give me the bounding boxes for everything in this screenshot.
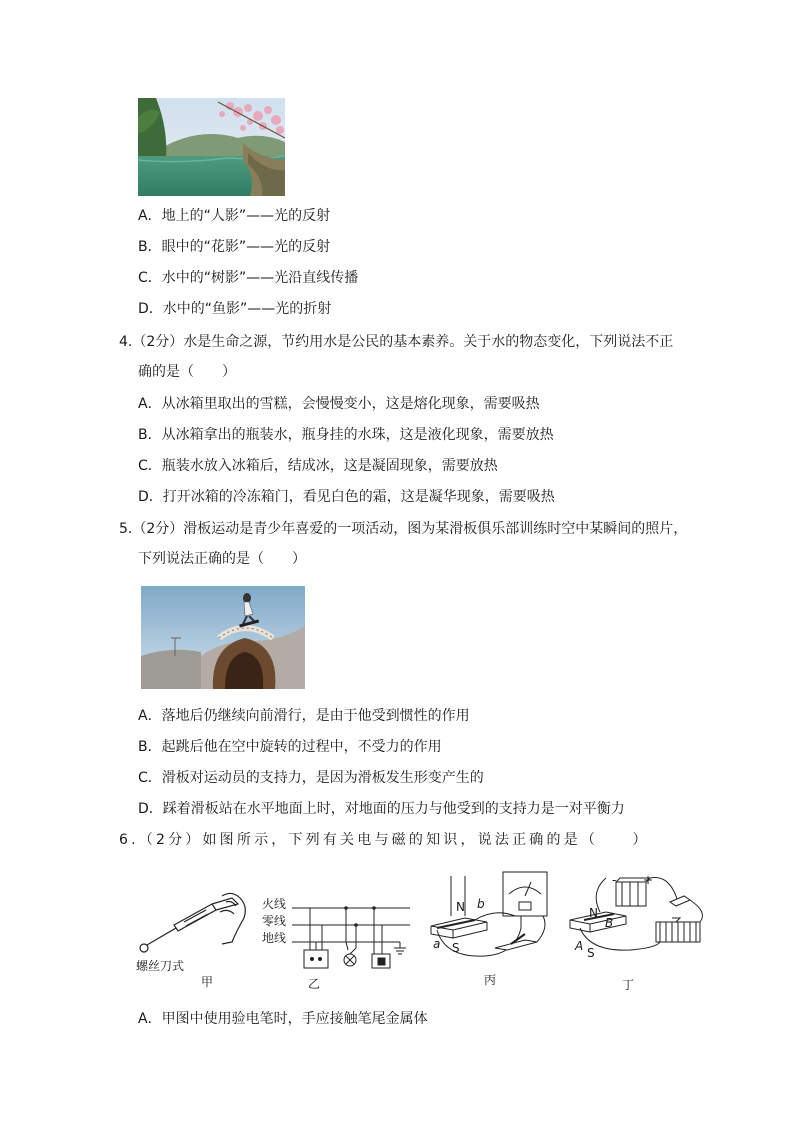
q3-option-a: A．地上的“人影”——光的反射: [138, 208, 331, 224]
q4-stem-line2: 确的是（ ）: [138, 364, 236, 380]
figure-bing-generator: [425, 868, 555, 964]
q4-option-c: C．瓶装水放入冰箱后，结成冰，这是凝固现象，需要放热: [138, 458, 498, 474]
q4-option-a: A．从冰箱里取出的雪糕，会慢慢变小，这是熔化现象，需要吸热: [138, 396, 540, 412]
figure-jia-caption: 螺丝刀式: [136, 959, 185, 973]
figure-ding-b: B: [605, 916, 614, 930]
q5-stem-line1: 5.（2分）滑板运动是青少年喜爱的一项活动，图为某滑板俱乐部训练时空中某瞬间的照片，: [119, 521, 688, 537]
wire-live-label: 火线: [262, 897, 287, 911]
q6-option-a: A．甲图中使用验电笔时，手应接触笔尾金属体: [138, 1011, 428, 1027]
figure-ding-plus: +: [643, 873, 654, 887]
q3-option-c: C．水中的“树影”——光沿直线传播: [138, 270, 359, 286]
figure-bing-label: 丙: [484, 973, 497, 987]
q3-option-d: D．水中的“鱼影”——光的折射: [138, 301, 332, 317]
figure-yi-wiring: [290, 898, 420, 980]
q5-option-a: A．落地后仍继续向前滑行，是由于他受到惯性的作用: [138, 708, 470, 724]
q3-option-b: B．眼中的“花影”——光的反射: [138, 239, 331, 255]
wire-neutral-label: 零线: [262, 914, 287, 928]
figure-ding-minus: -: [612, 873, 617, 887]
q6-stem: 6.（2分）如图所示，下列有关电与磁的知识，说法正确的是（ ）: [119, 832, 650, 848]
figure-jia-test-pen: [136, 892, 254, 956]
figure-jia-label: 甲: [201, 975, 214, 989]
wire-ground-label: 地线: [262, 931, 287, 945]
lake-photo: [138, 98, 285, 196]
q5-option-c: C．滑板对运动员的支持力，是因为滑板发生形变产生的: [138, 770, 484, 786]
q5-option-d: D．踩着滑板站在水平地面上时，对地面的压力与他受到的支持力是一对平衡力: [138, 801, 625, 817]
figure-bing-south: S: [452, 941, 460, 955]
q4-stem-line1: 4.（2分）水是生命之源，节约用水是公民的基本素养。关于水的物态变化，下列说法不正: [119, 334, 674, 350]
q4-option-d: D．打开冰箱的冷冻箱门，看见白色的霜，这是凝华现象，需要吸热: [138, 489, 555, 505]
q4-option-b: B．从冰箱拿出的瓶装水，瓶身挂的水珠，这是液化现象，需要放热: [138, 427, 554, 443]
figure-bing-north: N: [456, 900, 465, 914]
figure-ding-north: N: [589, 906, 598, 920]
figure-yi-label: 乙: [308, 977, 321, 991]
figure-bing-a: a: [433, 937, 441, 951]
q5-option-b: B．起跳后他在空中旋转的过程中，不受力的作用: [138, 739, 442, 755]
figure-ding-label: 丁: [622, 978, 635, 992]
figure-ding-a: A: [575, 939, 584, 953]
figure-ding-south: S: [587, 946, 595, 960]
skateboard-photo: [141, 586, 305, 689]
figure-bing-b: b: [477, 897, 485, 911]
q5-stem-line2: 下列说法正确的是（ ）: [138, 551, 306, 567]
